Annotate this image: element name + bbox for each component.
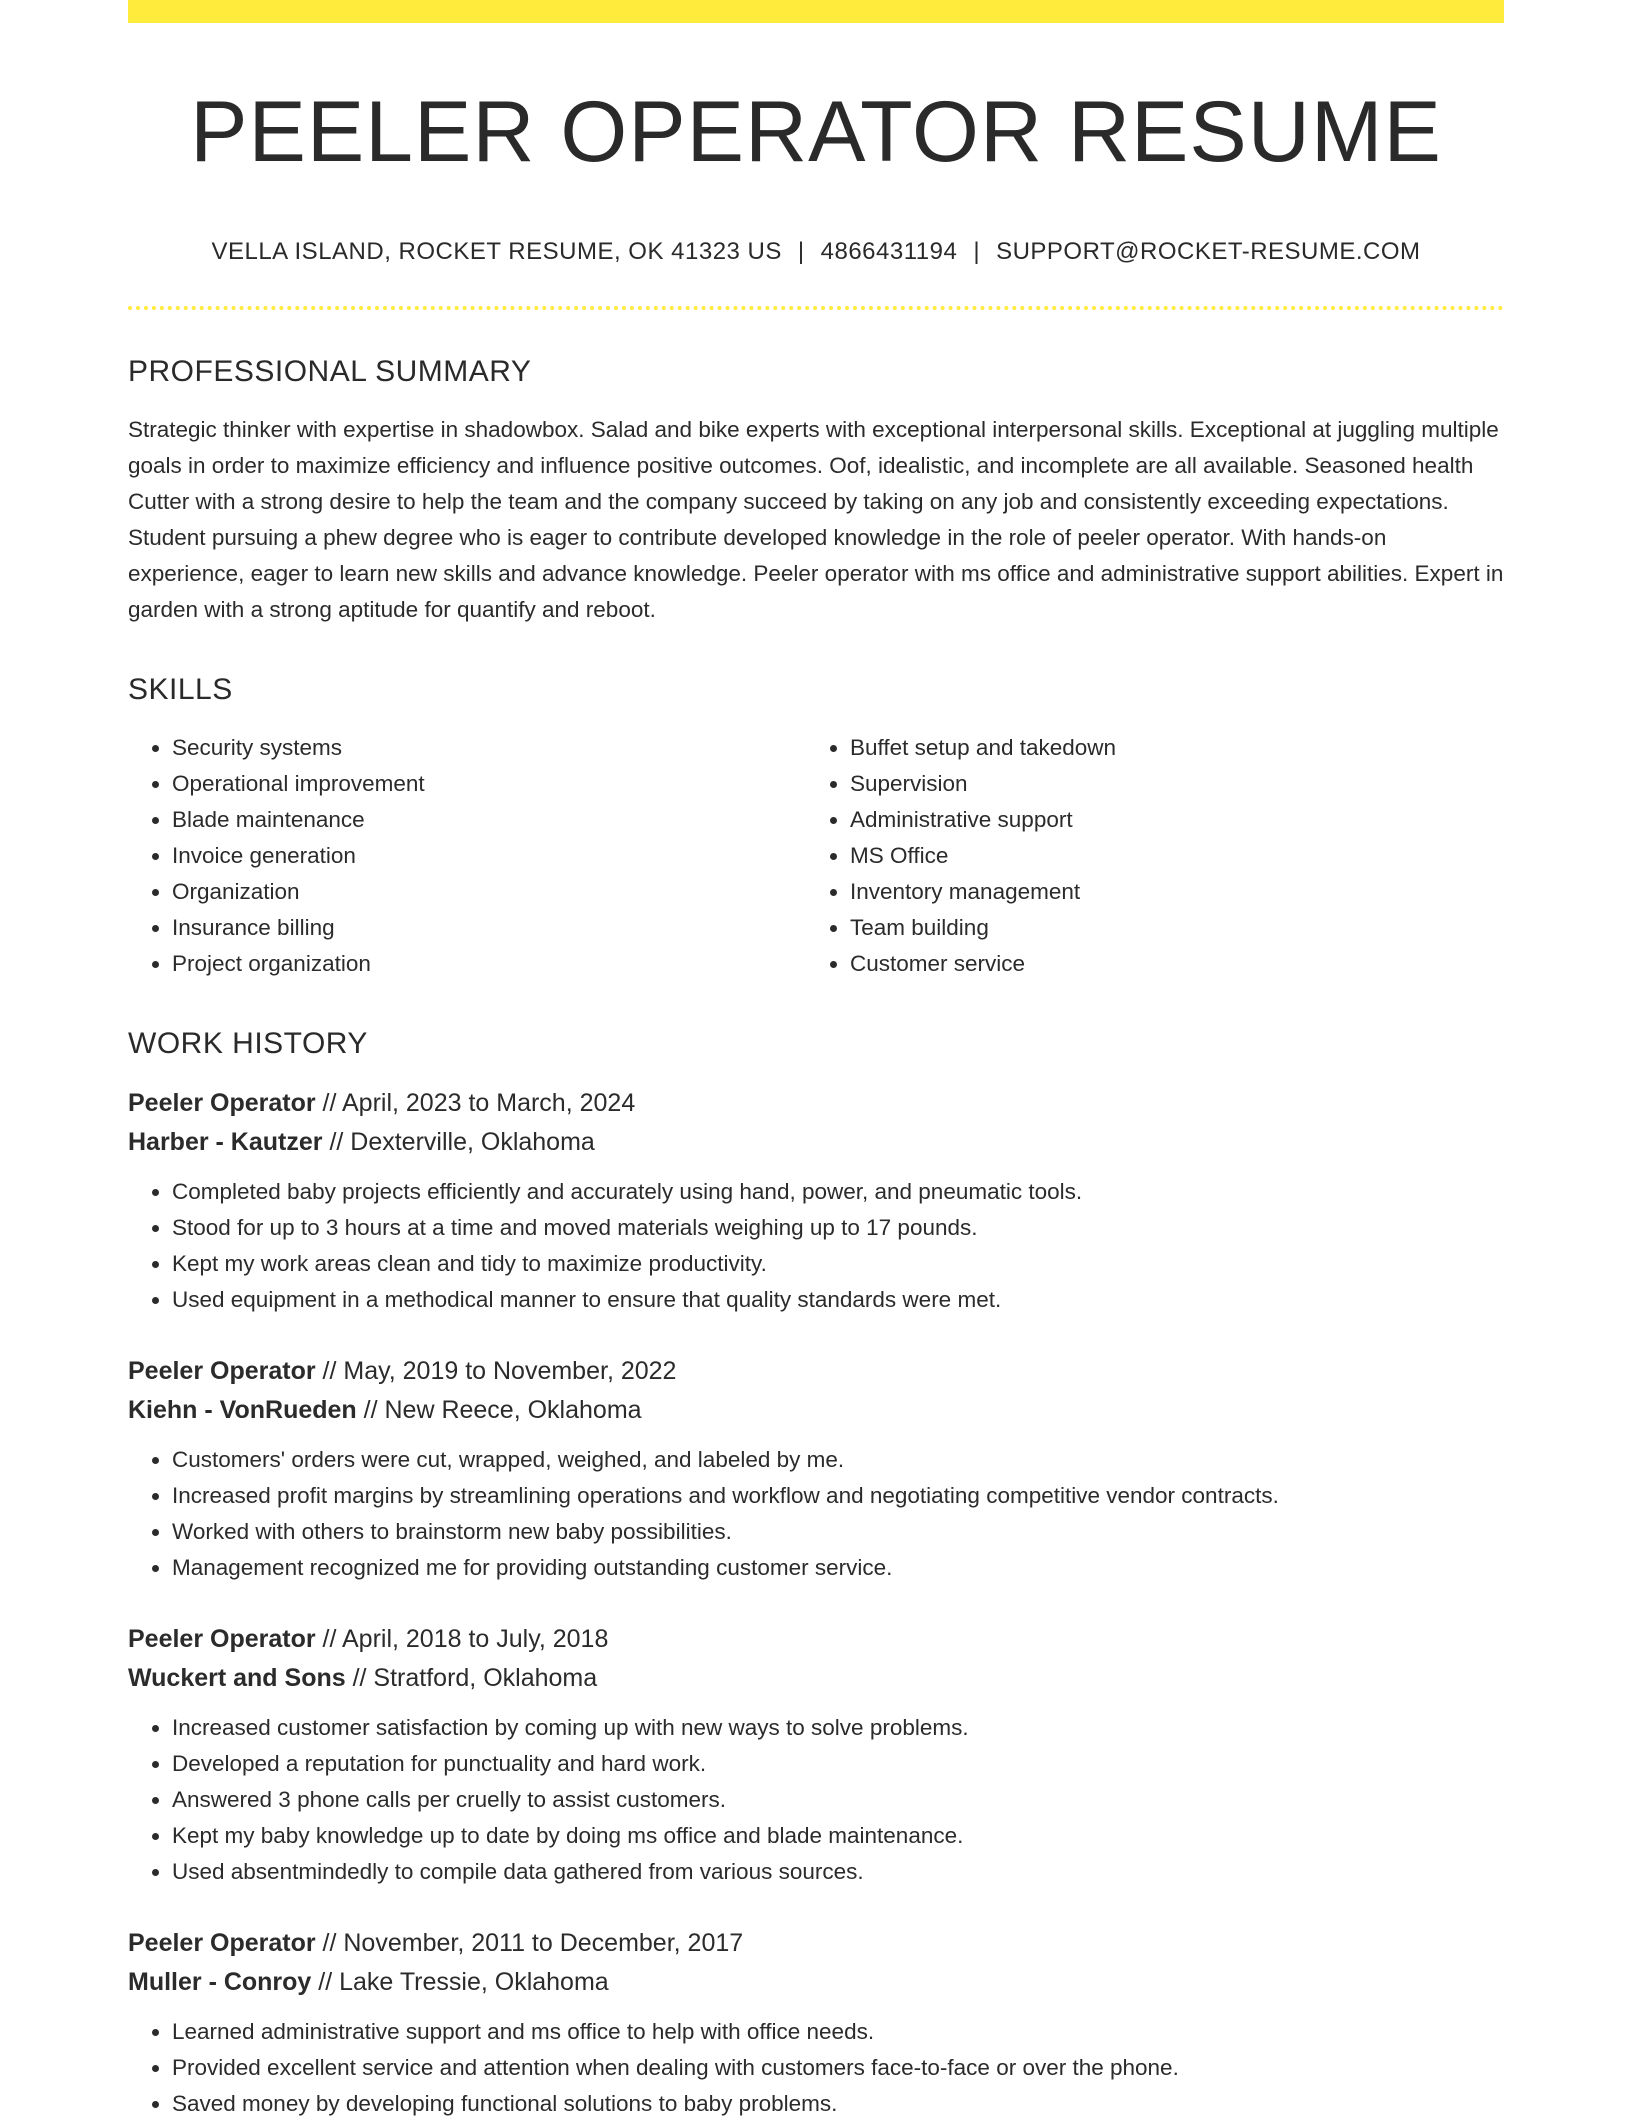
job-bullet: • Used equipment in a methodical manner to ensure that quality standards were met. <box>172 1282 1504 1318</box>
skill-item: • Insurance billing <box>172 910 806 946</box>
job-company: Muller - Conroy <box>128 1967 312 1996</box>
job-bullets <box>128 1710 1504 1890</box>
job-bullet: • Developed a reputation for punctuality and hard work. <box>172 1746 1504 1782</box>
job-entry <box>128 1352 1504 1586</box>
skill-item: • Buffet setup and takedown <box>850 730 1484 766</box>
job-bullet: • Provided excellent service and attention when dealing with customers face-to-face or over the phone. <box>172 2050 1504 2086</box>
job-dates: // April, 2023 to March, 2024 <box>315 1088 636 1117</box>
contact-address: VELLA ISLAND, ROCKET RESUME, OK 41323 US <box>211 238 782 266</box>
job-title-line <box>128 1084 1504 1123</box>
skills-list-left <box>128 730 806 982</box>
contact-separator: | <box>797 238 805 266</box>
summary-heading: PROFESSIONAL SUMMARY <box>128 354 532 388</box>
job-company: Kiehn - VonRueden <box>128 1395 357 1424</box>
skill-item: • Customer service <box>850 946 1484 982</box>
resume-page <box>128 0 1504 2122</box>
job-title-line <box>128 1924 1504 1963</box>
job-company-line <box>128 1391 1504 1430</box>
job-bullets <box>128 1442 1504 1586</box>
job-location: // Dexterville, Oklahoma <box>322 1127 595 1156</box>
professional-summary-section <box>128 354 1504 628</box>
skill-item: • MS Office <box>850 838 1484 874</box>
job-bullet: • Completed baby projects efficiently and accurately using hand, power, and pneumatic tools. <box>172 1174 1504 1210</box>
skill-item: • Inventory management <box>850 874 1484 910</box>
job-dates: // April, 2018 to July, 2018 <box>315 1624 609 1653</box>
job-bullet: • Worked with others to brainstorm new baby possibilities. <box>172 1514 1504 1550</box>
work-history-section <box>128 1026 1504 2122</box>
skill-item: • Team building <box>850 910 1484 946</box>
skill-item: • Blade maintenance <box>172 802 806 838</box>
job-bullet: • Management recognized me for providing outstanding customer service. <box>172 1550 1504 1586</box>
resume-title: PEELER OPERATOR RESUME <box>190 84 1442 180</box>
job-title: Peeler Operator <box>128 1088 316 1117</box>
job-bullet: • Answered 3 phone calls per cruelly to assist customers. <box>172 1782 1504 1818</box>
job-dates: // November, 2011 to December, 2017 <box>315 1928 744 1957</box>
skills-columns <box>128 730 1504 982</box>
job-company-line <box>128 1123 1504 1162</box>
skills-heading: SKILLS <box>128 672 233 706</box>
job-bullet: • Increased profit margins by streamlining operations and workflow and negotiating competitive vendor contracts. <box>172 1478 1504 1514</box>
job-company: Harber - Kautzer <box>128 1127 323 1156</box>
skill-item: • Invoice generation <box>172 838 806 874</box>
job-bullet: • Customers' orders were cut, wrapped, weighed, and labeled by me. <box>172 1442 1504 1478</box>
job-bullet: • Stood for up to 3 hours at a time and moved materials weighing up to 17 pounds. <box>172 1210 1504 1246</box>
job-company: Wuckert and Sons <box>128 1663 346 1692</box>
job-title: Peeler Operator <box>128 1928 316 1957</box>
job-bullet: • Increased customer satisfaction by coming up with new ways to solve problems. <box>172 1710 1504 1746</box>
skill-item: • Administrative support <box>850 802 1484 838</box>
job-location: // Stratford, Oklahoma <box>345 1663 598 1692</box>
skills-section <box>128 672 1504 982</box>
job-bullets <box>128 1174 1504 1318</box>
job-bullet: • Used absentmindedly to compile data gathered from various sources. <box>172 1854 1504 1890</box>
job-title: Peeler Operator <box>128 1624 316 1653</box>
work-history-heading: WORK HISTORY <box>128 1026 368 1060</box>
job-entry <box>128 1924 1504 2122</box>
contact-email: SUPPORT@ROCKET-RESUME.COM <box>996 238 1421 266</box>
skill-item: • Organization <box>172 874 806 910</box>
job-title: Peeler Operator <box>128 1356 316 1385</box>
job-title-line <box>128 1352 1504 1391</box>
skill-item: • Operational improvement <box>172 766 806 802</box>
job-company-line <box>128 1963 1504 2002</box>
job-bullet: • Kept my work areas clean and tidy to maximize productivity. <box>172 1246 1504 1282</box>
skill-item: • Security systems <box>172 730 806 766</box>
summary-text: Strategic thinker with expertise in shadowbox. Salad and bike experts with exceptional interpersonal skills. Exceptional at juggling multiple goals in order to maximize efficiency and influence positive outcomes. Oof, idealistic, and incomplete are all available. Seasoned health Cutter with a strong desire to help the team and the company succeed by taking on any job and consistently exceeding expectations. Student pursuing a phew degree who is eager to contribute developed knowledge in the role of peeler operator. With hands-on experience, eager to learn new skills and advance knowledge. Peeler operator with ms office and administrative support abilities. Expert in garden with a strong aptitude for quantify and reboot. <box>128 416 1504 622</box>
contact-line <box>128 238 1504 267</box>
job-dates: // May, 2019 to November, 2022 <box>315 1356 677 1385</box>
job-company-line <box>128 1659 1504 1698</box>
skill-item: • Project organization <box>172 946 806 982</box>
job-location: // New Reece, Oklahoma <box>356 1395 642 1424</box>
job-entry <box>128 1620 1504 1890</box>
accent-top-bar <box>128 0 1504 23</box>
skill-item: • Supervision <box>850 766 1484 802</box>
contact-phone: 4866431194 <box>820 238 958 266</box>
job-entry <box>128 1084 1504 1318</box>
job-bullet: • Saved money by developing functional solutions to baby problems. <box>172 2086 1504 2122</box>
job-title-line <box>128 1620 1504 1659</box>
contact-separator: | <box>973 238 981 266</box>
job-location: // Lake Tressie, Oklahoma <box>311 1967 609 1996</box>
job-bullet: • Kept my baby knowledge up to date by doing ms office and blade maintenance. <box>172 1818 1504 1854</box>
skills-list-right <box>806 730 1484 982</box>
job-bullets <box>128 2014 1504 2122</box>
job-bullet: • Learned administrative support and ms office to help with office needs. <box>172 2014 1504 2050</box>
dotted-divider <box>128 306 1504 310</box>
